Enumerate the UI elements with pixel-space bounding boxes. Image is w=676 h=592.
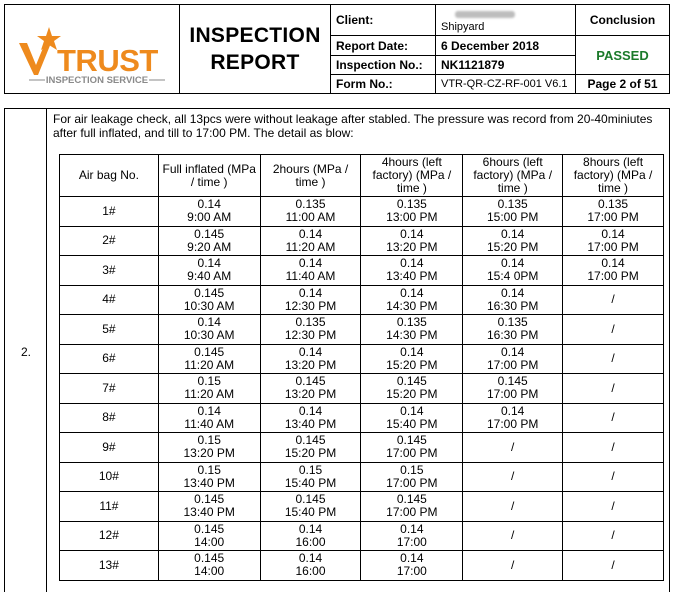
- column-header: 4hours (left factory) (MPa / time ): [361, 155, 463, 197]
- air-bag-number-cell: [60, 226, 159, 256]
- report-title-line1: INSPECTION: [189, 24, 321, 47]
- air-bag-number-cell: [60, 462, 159, 492]
- reading-cell: [158, 492, 260, 522]
- reading-cell: [158, 315, 260, 345]
- reading-cell: [463, 403, 563, 433]
- reading-cell: [563, 374, 664, 404]
- cell-time: 9:40 AM: [187, 269, 232, 284]
- cell-value: 1#: [102, 203, 116, 218]
- client-value: Shipyard: [441, 21, 485, 34]
- cell-value: 0.145: [396, 374, 427, 389]
- table-row: [60, 374, 664, 404]
- cell-value: 0.14: [197, 256, 221, 271]
- reading-cell: [158, 462, 260, 492]
- redacted-client-name: [455, 11, 515, 18]
- reading-cell: [463, 315, 563, 345]
- cell-time: 11:00 AM: [285, 210, 336, 225]
- cell-value: 0.14: [298, 226, 323, 241]
- form-no-value: VTR-QR-CZ-RF-001 V6.1: [441, 78, 568, 91]
- cell-time: 12:30 PM: [284, 328, 337, 343]
- reading-cell: [260, 256, 361, 286]
- air-bag-number-cell: [60, 256, 159, 286]
- reading-cell: [463, 492, 563, 522]
- cell-time: 10:30 AM: [183, 298, 235, 313]
- reading-cell: [361, 492, 463, 522]
- reading-cell: [361, 462, 463, 492]
- report-title-line2: REPORT: [210, 51, 300, 74]
- client-value-cell: [436, 5, 575, 36]
- cell-value: 4#: [102, 292, 116, 307]
- reading-cell: [158, 197, 260, 227]
- cell-time: 15:40 PM: [284, 505, 337, 520]
- reading-cell: [463, 374, 563, 404]
- section-2: [4, 108, 670, 592]
- table-row: [60, 492, 664, 522]
- cell-value: /: [611, 380, 615, 395]
- section-number-column: [5, 109, 47, 592]
- table-row: [60, 521, 664, 551]
- cell-time: 11:40 AM: [285, 269, 336, 284]
- reading-cell: [158, 344, 260, 374]
- cell-time: 17:00 PM: [487, 387, 539, 402]
- cell-value: 0.14: [400, 551, 424, 566]
- cell-time: 16:30 PM: [487, 298, 539, 313]
- cell-value: 0.14: [601, 256, 625, 271]
- reading-cell: [463, 521, 563, 551]
- cell-time: 14:00: [194, 534, 225, 549]
- cell-time: 11:20 AM: [285, 239, 336, 254]
- cell-time: 17:00 PM: [587, 269, 639, 284]
- cell-time: 17:00 PM: [587, 239, 639, 254]
- vtrust-logo-icon: [5, 5, 180, 95]
- cell-time: 16:00: [295, 564, 326, 579]
- reading-cell: [158, 374, 260, 404]
- cell-value: 0.14: [501, 256, 525, 271]
- cell-value: 0.135: [497, 197, 528, 212]
- reading-cell: [361, 344, 463, 374]
- cell-value: 0.135: [295, 315, 326, 330]
- cell-time: 10:30 AM: [183, 328, 235, 343]
- air-bag-number-cell: [60, 551, 159, 581]
- reading-cell: [260, 433, 361, 463]
- reading-cell: [260, 492, 361, 522]
- conclusion-label: Conclusion: [576, 5, 669, 36]
- reading-cell: [463, 433, 563, 463]
- reading-cell: [260, 344, 361, 374]
- cell-value: 6#: [102, 351, 116, 366]
- cell-value: 0.14: [298, 344, 323, 359]
- cell-time: 13:00 PM: [386, 210, 438, 225]
- cell-value: 0.145: [194, 226, 225, 241]
- conclusion-status: PASSED: [576, 36, 669, 75]
- cell-time: 15:40 PM: [386, 416, 438, 431]
- cell-value: 0.15: [298, 462, 323, 477]
- reading-cell: [463, 197, 563, 227]
- conclusion-box: [576, 5, 669, 93]
- cell-value: 5#: [102, 321, 116, 336]
- cell-value: /: [511, 498, 515, 513]
- cell-time: 14:30 PM: [386, 298, 438, 313]
- cell-value: 3#: [102, 262, 116, 277]
- cell-time: 15:40 PM: [284, 475, 337, 490]
- reading-cell: [260, 403, 361, 433]
- reading-cell: [260, 374, 361, 404]
- cell-value: 0.14: [501, 403, 525, 418]
- reading-cell: [361, 197, 463, 227]
- cell-value: /: [611, 351, 615, 366]
- cell-value: 0.145: [194, 521, 225, 536]
- cell-value: 0.145: [194, 344, 225, 359]
- air-bag-number-cell: [60, 197, 159, 227]
- air-bag-number-cell: [60, 433, 159, 463]
- inspection-no-label: Inspection No.:: [331, 56, 435, 76]
- reading-cell: [463, 344, 563, 374]
- cell-value: 0.135: [497, 315, 528, 330]
- info-values: [436, 5, 576, 93]
- cell-value: 0.145: [194, 285, 225, 300]
- reading-cell: [158, 226, 260, 256]
- column-header: Full inflated (MPa / time ): [158, 155, 260, 197]
- cell-value: /: [511, 557, 515, 572]
- cell-time: 15:4 0PM: [487, 269, 539, 284]
- cell-value: 12#: [98, 528, 119, 543]
- air-leakage-table: [59, 154, 664, 581]
- cell-time: 17:00: [396, 564, 427, 579]
- cell-value: 0.145: [396, 492, 427, 507]
- cell-time: 13:20 PM: [284, 357, 337, 372]
- air-bag-number-cell: [60, 521, 159, 551]
- reading-cell: [563, 344, 664, 374]
- reading-cell: [260, 197, 361, 227]
- reading-cell: [361, 551, 463, 581]
- inspection-no-value: NK1121879: [436, 56, 575, 76]
- cell-value: /: [611, 292, 615, 307]
- cell-value: /: [511, 439, 515, 454]
- cell-time: 9:20 AM: [187, 239, 232, 254]
- cell-value: 0.14: [298, 521, 323, 536]
- cell-value: /: [511, 528, 515, 543]
- reading-cell: [463, 256, 563, 286]
- cell-time: 17:00 PM: [386, 446, 438, 461]
- table-row: [60, 197, 664, 227]
- cell-value: /: [611, 528, 615, 543]
- cell-value: /: [611, 410, 615, 425]
- report-date-value: 6 December 2018: [436, 36, 575, 56]
- report-header: [4, 4, 670, 94]
- cell-value: 0.14: [298, 285, 323, 300]
- cell-time: 12:30 PM: [284, 298, 337, 313]
- cell-value: 0.135: [396, 315, 427, 330]
- reading-cell: [563, 462, 664, 492]
- air-bag-number-cell: [60, 344, 159, 374]
- reading-cell: [260, 226, 361, 256]
- reading-cell: [260, 521, 361, 551]
- air-bag-number-cell: [60, 403, 159, 433]
- table-header-row: [60, 155, 664, 197]
- cell-time: 15:20 PM: [487, 239, 539, 254]
- table-row: [60, 256, 664, 286]
- reading-cell: [361, 433, 463, 463]
- reading-cell: [563, 197, 664, 227]
- cell-time: 17:00 PM: [386, 475, 438, 490]
- cell-value: 0.145: [497, 374, 528, 389]
- cell-value: /: [511, 469, 515, 484]
- cell-value: 0.15: [197, 374, 221, 389]
- air-bag-number-cell: [60, 374, 159, 404]
- cell-value: /: [611, 321, 615, 336]
- cell-value: 0.15: [197, 462, 221, 477]
- reading-cell: [158, 285, 260, 315]
- cell-value: 0.14: [400, 344, 424, 359]
- cell-value: 0.14: [197, 197, 221, 212]
- cell-value: 0.14: [501, 285, 525, 300]
- cell-value: 0.14: [298, 403, 323, 418]
- cell-value: 0.14: [400, 256, 424, 271]
- air-bag-number-cell: [60, 315, 159, 345]
- reading-cell: [361, 521, 463, 551]
- reading-cell: [563, 403, 664, 433]
- cell-time: 15:20 PM: [386, 387, 438, 402]
- cell-value: 0.15: [197, 433, 221, 448]
- reading-cell: [361, 226, 463, 256]
- reading-cell: [563, 315, 664, 345]
- cell-value: 0.14: [298, 551, 323, 566]
- cell-time: 13:40 PM: [386, 269, 438, 284]
- cell-value: 13#: [98, 557, 119, 572]
- cell-value: 0.14: [400, 226, 424, 241]
- reading-cell: [563, 256, 664, 286]
- air-bag-number-cell: [60, 285, 159, 315]
- cell-value: 0.145: [194, 551, 225, 566]
- table-row: [60, 551, 664, 581]
- cell-time: 17:00: [396, 534, 427, 549]
- cell-time: 11:40 AM: [184, 416, 235, 431]
- cell-value: 0.14: [601, 226, 625, 241]
- report-title: [180, 5, 331, 93]
- cell-time: 13:40 PM: [183, 475, 235, 490]
- reading-cell: [260, 551, 361, 581]
- reading-cell: [463, 462, 563, 492]
- table-row: [60, 315, 664, 345]
- table-row: [60, 344, 664, 374]
- reading-cell: [361, 374, 463, 404]
- column-header: 8hours (left factory) (MPa / time ): [563, 155, 664, 197]
- report-date-label: Report Date:: [331, 36, 435, 56]
- reading-cell: [361, 285, 463, 315]
- reading-cell: [563, 226, 664, 256]
- cell-value: /: [611, 498, 615, 513]
- svg-text:TRUST: TRUST: [57, 43, 158, 78]
- cell-time: 13:20 PM: [386, 239, 438, 254]
- cell-time: 16:00: [295, 534, 326, 549]
- table-body: [60, 197, 664, 581]
- reading-cell: [158, 403, 260, 433]
- cell-value: 0.14: [197, 315, 221, 330]
- cell-time: 15:20 PM: [284, 446, 337, 461]
- cell-value: 7#: [102, 380, 116, 395]
- table-row: [60, 226, 664, 256]
- cell-time: 14:30 PM: [386, 328, 438, 343]
- reading-cell: [563, 285, 664, 315]
- cell-time: 13:40 PM: [284, 416, 337, 431]
- cell-value: 0.14: [298, 256, 323, 271]
- form-no-label: Form No.:: [336, 77, 393, 92]
- cell-value: 0.145: [295, 374, 326, 389]
- cell-value: 0.14: [197, 403, 221, 418]
- section-intro: For air leakage check, all 13pcs were without leakage after stabled. The pressure was record from 20-40miniutes after full inflated, and till to 17:00 PM. The detail as blow:: [53, 112, 653, 140]
- reading-cell: [158, 521, 260, 551]
- info-labels: [331, 5, 436, 93]
- reading-cell: [158, 433, 260, 463]
- cell-value: 0.135: [396, 197, 427, 212]
- reading-cell: [563, 492, 664, 522]
- reading-cell: [463, 285, 563, 315]
- cell-time: 17:00 PM: [386, 505, 438, 520]
- table-row: [60, 433, 664, 463]
- cell-time: 17:00 PM: [587, 210, 639, 225]
- reading-cell: [563, 551, 664, 581]
- cell-value: 9#: [102, 439, 116, 454]
- cell-value: 0.145: [194, 492, 225, 507]
- reading-cell: [361, 403, 463, 433]
- cell-value: /: [611, 557, 615, 572]
- column-header: 6hours (left factory) (MPa / time ): [463, 155, 563, 197]
- cell-time: 11:20 AM: [184, 387, 235, 402]
- reading-cell: [463, 226, 563, 256]
- air-bag-number-cell: [60, 492, 159, 522]
- cell-value: 0.145: [396, 433, 427, 448]
- cell-value: 2#: [102, 233, 116, 248]
- cell-time: 16:30 PM: [487, 328, 539, 343]
- cell-time: 13:40 PM: [183, 505, 235, 520]
- cell-value: 0.14: [400, 521, 424, 536]
- cell-value: 0.135: [295, 197, 326, 212]
- cell-time: 17:00 PM: [487, 416, 539, 431]
- page-indicator: Page 2 of 51: [587, 77, 658, 92]
- reading-cell: [260, 315, 361, 345]
- reading-cell: [361, 256, 463, 286]
- svg-text:INSPECTION SERVICE: INSPECTION SERVICE: [45, 75, 149, 86]
- cell-value: 0.145: [295, 492, 326, 507]
- cell-time: 11:20 AM: [184, 357, 235, 372]
- section-number: 2.: [20, 345, 31, 359]
- cell-value: 11#: [99, 498, 119, 513]
- cell-time: 15:20 PM: [386, 357, 438, 372]
- cell-value: /: [611, 469, 615, 484]
- cell-time: 9:00 AM: [187, 210, 232, 225]
- cell-value: 10#: [98, 469, 119, 484]
- cell-time: 13:20 PM: [284, 387, 337, 402]
- cell-time: 17:00 PM: [487, 357, 539, 372]
- cell-time: 15:00 PM: [487, 210, 539, 225]
- cell-value: 0.14: [400, 285, 424, 300]
- report-info: [331, 5, 669, 93]
- cell-time: 14:00: [194, 564, 225, 579]
- cell-value: /: [611, 439, 615, 454]
- reading-cell: [563, 433, 664, 463]
- reading-cell: [158, 551, 260, 581]
- reading-cell: [260, 462, 361, 492]
- reading-cell: [563, 521, 664, 551]
- cell-value: 8#: [102, 410, 116, 425]
- reading-cell: [361, 315, 463, 345]
- cell-value: 0.145: [295, 433, 326, 448]
- cell-value: 0.15: [400, 462, 424, 477]
- table-row: [60, 403, 664, 433]
- cell-value: 0.14: [400, 403, 424, 418]
- column-header: 2hours (MPa / time ): [260, 155, 361, 197]
- cell-value: 0.135: [598, 197, 629, 212]
- column-header: Air bag No.: [60, 155, 159, 197]
- table-row: [60, 462, 664, 492]
- cell-time: 13:20 PM: [183, 446, 235, 461]
- cell-value: 0.14: [501, 344, 525, 359]
- company-logo: [5, 5, 180, 93]
- reading-cell: [260, 285, 361, 315]
- client-label: Client:: [331, 5, 435, 36]
- reading-cell: [158, 256, 260, 286]
- reading-cell: [463, 551, 563, 581]
- table-row: [60, 285, 664, 315]
- cell-value: 0.14: [501, 226, 525, 241]
